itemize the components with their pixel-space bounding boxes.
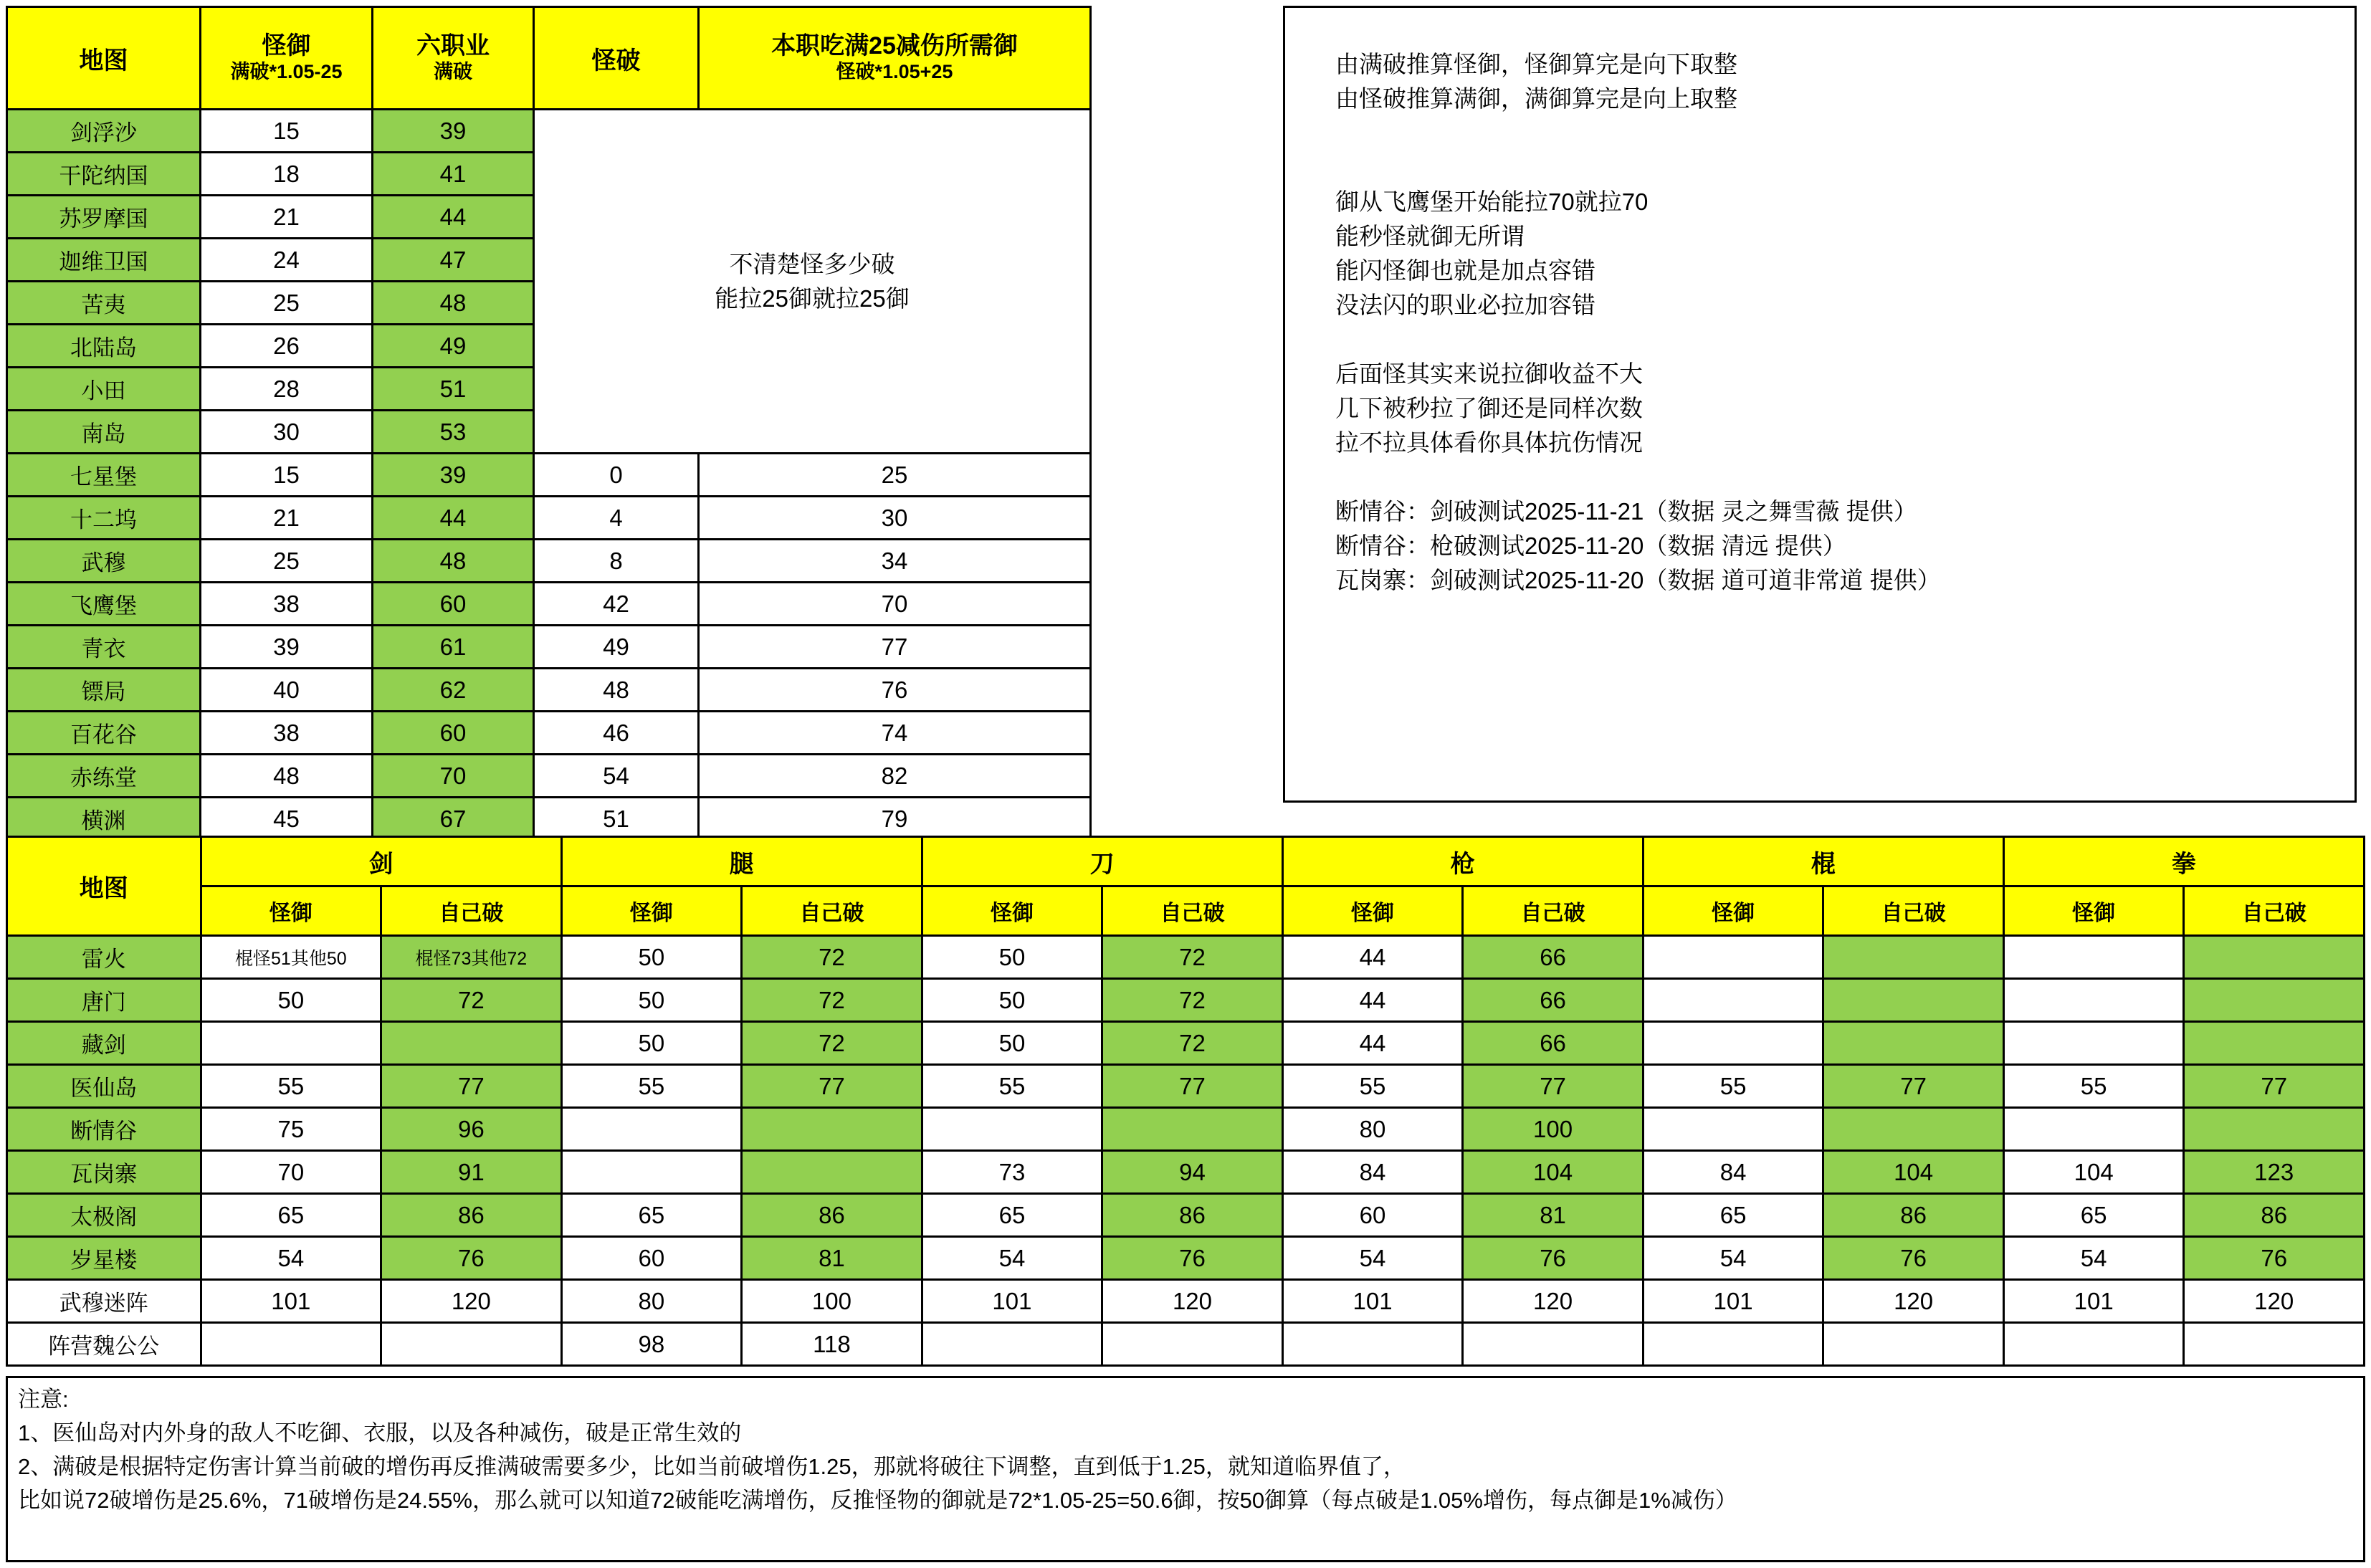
self-break-cell: 76 xyxy=(1463,1237,1644,1280)
map-defense-table xyxy=(6,6,1092,841)
monster-defense-cell xyxy=(561,1151,742,1194)
map-name-cell: 断情谷 xyxy=(7,1108,201,1151)
weapon-group-header-3: 刀 xyxy=(922,837,1282,886)
self-break-cell: 77 xyxy=(1102,1065,1283,1108)
map-name-cell: 雷火 xyxy=(7,936,201,979)
monster-defense-cell: 50 xyxy=(561,1022,742,1065)
map-name-cell: 七星堡 xyxy=(7,454,201,497)
note-spacer xyxy=(1335,465,2355,499)
full-break-cell: 44 xyxy=(373,497,534,540)
monster-defense-cell: 50 xyxy=(922,979,1102,1022)
note-line: 能秒怪就御无所谓 xyxy=(1335,223,1525,249)
full-break-cell: 41 xyxy=(373,153,534,196)
monster-defense-cell: 30 xyxy=(201,411,373,454)
monster-defense-cell: 84 xyxy=(1643,1151,1823,1194)
map-name-cell: 武穆 xyxy=(7,540,201,583)
note-line: 拉不拉具体看你具体抗伤情况 xyxy=(1335,429,1643,456)
monster-defense-cell: 50 xyxy=(922,1022,1102,1065)
monster-defense-cell: 50 xyxy=(561,979,742,1022)
self-break-cell: 76 xyxy=(1102,1237,1283,1280)
note-line: 断情谷：枪破测试2025-11-20（数据 清远 提供） xyxy=(1335,532,1846,559)
self-break-cell: 77 xyxy=(381,1065,562,1108)
monster-defense-cell: 15 xyxy=(201,110,373,153)
table-row xyxy=(7,1022,2365,1065)
weapon-group-header-6: 拳 xyxy=(2003,837,2364,886)
full-break-cell: 61 xyxy=(373,626,534,669)
weapon-defense-table xyxy=(6,836,2365,1367)
weapon-subheader-3-2: 自己破 xyxy=(1102,886,1283,936)
table-row xyxy=(7,1280,2365,1323)
self-break-cell: 76 xyxy=(1823,1237,2004,1280)
footer-note-line-1: 注意: xyxy=(18,1387,69,1412)
note-spacer xyxy=(1335,121,2355,156)
monster-defense-cell: 55 xyxy=(1282,1065,1463,1108)
table-row xyxy=(7,755,1091,798)
footer-note-line-4: 比如说72破增伤是25.6%，71破增伤是24.55%，那么就可以知道72破能吃满增伤，反推怪物的御就是72*1.05-25=50.6御，按50御算（每点破是1.05%增伤，每点御是1%减伤） xyxy=(18,1488,1737,1513)
full-break-cell: 51 xyxy=(373,368,534,411)
map-name-cell: 十二坞 xyxy=(7,497,201,540)
self-break-cell: 120 xyxy=(381,1280,562,1323)
map-name-cell: 瓦岗寨 xyxy=(7,1151,201,1194)
monster-defense-cell: 54 xyxy=(2003,1237,2184,1280)
monster-defense-cell: 25 xyxy=(201,282,373,325)
monster-defense-cell: 15 xyxy=(201,454,373,497)
self-break-cell: 91 xyxy=(381,1151,562,1194)
map-name-cell: 唐门 xyxy=(7,979,201,1022)
full-break-cell: 62 xyxy=(373,669,534,712)
monster-defense-cell: 73 xyxy=(922,1151,1102,1194)
self-break-cell: 66 xyxy=(1463,936,1644,979)
monster-defense-cell: 28 xyxy=(201,368,373,411)
table-row xyxy=(7,583,1091,626)
self-break-cell: 72 xyxy=(1102,936,1283,979)
header-six-class-full-break: 六职业 满破 xyxy=(373,7,534,110)
weapon-group-header-row xyxy=(7,837,2365,886)
full-break-cell: 60 xyxy=(373,583,534,626)
required-defense-cell: 76 xyxy=(699,669,1091,712)
self-break-cell xyxy=(1823,979,2004,1022)
weapon-subheader-2-2: 自己破 xyxy=(742,886,922,936)
weapon-subheader-5-1: 怪御 xyxy=(1643,886,1823,936)
self-break-cell xyxy=(381,1323,562,1366)
map-name-cell: 小田 xyxy=(7,368,201,411)
monster-defense-cell: 25 xyxy=(201,540,373,583)
monster-defense-cell: 21 xyxy=(201,196,373,239)
note-line: 御从飞鹰堡开始能拉70就拉70 xyxy=(1335,188,1649,215)
header-monster-break: 怪破 xyxy=(534,7,699,110)
table-row xyxy=(7,936,2365,979)
weapon-subheader-4-1: 怪御 xyxy=(1282,886,1463,936)
map-name-cell: 医仙岛 xyxy=(7,1065,201,1108)
self-break-cell xyxy=(1102,1323,1283,1366)
full-break-cell: 67 xyxy=(373,798,534,841)
self-break-cell xyxy=(381,1022,562,1065)
monster-defense-cell: 48 xyxy=(201,755,373,798)
weapon-defense-table-container xyxy=(6,836,2365,1367)
monster-defense-cell: 84 xyxy=(1282,1151,1463,1194)
table-row xyxy=(7,497,1091,540)
required-defense-cell: 70 xyxy=(699,583,1091,626)
footer-note-line-2: 1、医仙岛对内外身的敌人不吃御、衣服，以及各种减伤，破是正常生效的 xyxy=(18,1420,742,1445)
monster-break-cell: 48 xyxy=(534,669,699,712)
self-break-cell xyxy=(742,1151,922,1194)
monster-defense-cell xyxy=(2003,979,2184,1022)
map-name-cell: 北陆岛 xyxy=(7,325,201,368)
monster-defense-cell: 104 xyxy=(2003,1151,2184,1194)
monster-defense-cell: 44 xyxy=(1282,979,1463,1022)
self-break-cell: 77 xyxy=(742,1065,922,1108)
table-row xyxy=(7,712,1091,755)
monster-defense-cell: 26 xyxy=(201,325,373,368)
self-break-cell: 72 xyxy=(1102,1022,1283,1065)
weapon-subheader-5-2: 自己破 xyxy=(1823,886,2004,936)
monster-defense-cell: 55 xyxy=(922,1065,1102,1108)
full-break-cell: 39 xyxy=(373,110,534,153)
map-defense-table-container xyxy=(6,6,1089,841)
self-break-cell: 棍怪73其他72 xyxy=(381,936,562,979)
table-row xyxy=(7,979,2365,1022)
monster-defense-cell: 24 xyxy=(201,239,373,282)
unknown-break-note-line-1: 不清楚怪多少破 xyxy=(729,250,895,277)
table-row xyxy=(7,1065,2365,1108)
self-break-cell: 120 xyxy=(2184,1280,2365,1323)
map-name-cell: 藏剑 xyxy=(7,1022,201,1065)
monster-defense-cell: 54 xyxy=(1643,1237,1823,1280)
monster-defense-cell xyxy=(2003,1323,2184,1366)
table-row xyxy=(7,1237,2365,1280)
self-break-cell xyxy=(1823,1022,2004,1065)
self-break-cell xyxy=(2184,1108,2365,1151)
monster-break-cell: 0 xyxy=(534,454,699,497)
map-name-cell: 镖局 xyxy=(7,669,201,712)
self-break-cell: 86 xyxy=(742,1194,922,1237)
monster-defense-cell xyxy=(201,1323,381,1366)
table-row xyxy=(7,1194,2365,1237)
map-name-cell: 岁星楼 xyxy=(7,1237,201,1280)
full-break-cell: 47 xyxy=(373,239,534,282)
header-monster-defense: 怪御 满破*1.05-25 xyxy=(201,7,373,110)
map-name-cell: 阵营魏公公 xyxy=(7,1323,201,1366)
full-break-cell: 48 xyxy=(373,282,534,325)
monster-break-cell: 54 xyxy=(534,755,699,798)
monster-defense-cell xyxy=(922,1108,1102,1151)
monster-defense-cell: 54 xyxy=(1282,1237,1463,1280)
full-break-cell: 53 xyxy=(373,411,534,454)
self-break-cell: 120 xyxy=(1823,1280,2004,1323)
monster-defense-cell: 40 xyxy=(201,669,373,712)
monster-defense-cell: 101 xyxy=(922,1280,1102,1323)
monster-break-cell: 49 xyxy=(534,626,699,669)
weapon-defense-table-head xyxy=(7,837,2365,936)
self-break-cell: 77 xyxy=(1823,1065,2004,1108)
map-name-cell: 太极阁 xyxy=(7,1194,201,1237)
required-defense-cell: 74 xyxy=(699,712,1091,755)
unknown-break-note xyxy=(534,110,1091,454)
self-break-cell: 66 xyxy=(1463,979,1644,1022)
self-break-cell: 123 xyxy=(2184,1151,2365,1194)
monster-defense-cell: 65 xyxy=(922,1194,1102,1237)
monster-defense-cell xyxy=(201,1022,381,1065)
monster-defense-cell: 棍怪51其他50 xyxy=(201,936,381,979)
map-name-cell: 干陀纳国 xyxy=(7,153,201,196)
notes-panel xyxy=(1283,6,2357,803)
self-break-cell: 100 xyxy=(742,1280,922,1323)
self-break-cell: 77 xyxy=(2184,1065,2365,1108)
monster-defense-cell: 101 xyxy=(2003,1280,2184,1323)
table-row xyxy=(7,669,1091,712)
monster-defense-cell: 50 xyxy=(561,936,742,979)
monster-break-cell: 4 xyxy=(534,497,699,540)
monster-defense-cell: 55 xyxy=(561,1065,742,1108)
monster-defense-cell: 38 xyxy=(201,583,373,626)
self-break-cell xyxy=(1823,1108,2004,1151)
monster-defense-cell: 98 xyxy=(561,1323,742,1366)
monster-defense-cell xyxy=(1643,1108,1823,1151)
monster-defense-cell: 101 xyxy=(201,1280,381,1323)
header-map: 地图 xyxy=(7,837,201,936)
note-spacer xyxy=(1335,156,2355,190)
note-line: 由怪破推算满御，满御算完是向上取整 xyxy=(1335,85,1737,112)
self-break-cell: 104 xyxy=(1823,1151,2004,1194)
monster-defense-cell: 54 xyxy=(922,1237,1102,1280)
weapon-group-header-2: 腿 xyxy=(561,837,922,886)
self-break-cell: 86 xyxy=(1823,1194,2004,1237)
map-name-cell: 苦夷 xyxy=(7,282,201,325)
monster-defense-cell: 101 xyxy=(1282,1280,1463,1323)
monster-defense-cell xyxy=(2003,1108,2184,1151)
monster-break-cell: 42 xyxy=(534,583,699,626)
monster-defense-cell: 60 xyxy=(1282,1194,1463,1237)
self-break-cell: 86 xyxy=(1102,1194,1283,1237)
self-break-cell: 72 xyxy=(1102,979,1283,1022)
table-row xyxy=(7,454,1091,497)
monster-defense-cell: 65 xyxy=(2003,1194,2184,1237)
monster-defense-cell: 80 xyxy=(1282,1108,1463,1151)
map-defense-table-body xyxy=(7,110,1091,841)
monster-break-cell: 8 xyxy=(534,540,699,583)
monster-defense-cell xyxy=(1643,1022,1823,1065)
map-name-cell: 剑浮沙 xyxy=(7,110,201,153)
self-break-cell xyxy=(2184,936,2365,979)
self-break-cell: 77 xyxy=(1463,1065,1644,1108)
full-break-cell: 49 xyxy=(373,325,534,368)
weapon-subheader-3-1: 怪御 xyxy=(922,886,1102,936)
self-break-cell: 72 xyxy=(742,979,922,1022)
monster-defense-cell: 44 xyxy=(1282,1022,1463,1065)
self-break-cell: 86 xyxy=(381,1194,562,1237)
self-break-cell: 66 xyxy=(1463,1022,1644,1065)
monster-defense-cell: 50 xyxy=(201,979,381,1022)
monster-defense-cell: 54 xyxy=(201,1237,381,1280)
weapon-subheader-6-2: 自己破 xyxy=(2184,886,2365,936)
table-header-row xyxy=(7,7,1091,110)
weapon-group-header-1: 剑 xyxy=(201,837,561,886)
self-break-cell: 118 xyxy=(742,1323,922,1366)
weapon-subheader-2-1: 怪御 xyxy=(561,886,742,936)
map-name-cell: 飞鹰堡 xyxy=(7,583,201,626)
monster-defense-cell: 39 xyxy=(201,626,373,669)
weapon-group-header-4: 枪 xyxy=(1282,837,1643,886)
note-line: 瓦岗寨：剑破测试2025-11-20（数据 道可道非常道 提供） xyxy=(1335,567,1941,593)
map-name-cell: 青衣 xyxy=(7,626,201,669)
table-row xyxy=(7,110,1091,153)
map-name-cell: 赤练堂 xyxy=(7,755,201,798)
note-line: 能闪怪御也就是加点容错 xyxy=(1335,257,1595,284)
monster-defense-cell: 65 xyxy=(201,1194,381,1237)
self-break-cell xyxy=(2184,979,2365,1022)
table-row xyxy=(7,798,1091,841)
monster-defense-cell xyxy=(1643,979,1823,1022)
note-line: 几下被秒拉了御还是同样次数 xyxy=(1335,395,1643,421)
full-break-cell: 60 xyxy=(373,712,534,755)
monster-break-cell: 46 xyxy=(534,712,699,755)
monster-defense-cell: 65 xyxy=(1643,1194,1823,1237)
footer-note-line-3: 2、满破是根据特定伤害计算当前破的增伤再反推满破需要多少，比如当前破增伤1.25，那就将破往下调整，直到低于1.25，就知道临界值了， xyxy=(18,1454,1406,1479)
map-defense-table-head xyxy=(7,7,1091,110)
self-break-cell xyxy=(2184,1022,2365,1065)
weapon-subheader-6-1: 怪御 xyxy=(2003,886,2184,936)
self-break-cell xyxy=(742,1108,922,1151)
map-name-cell: 百花谷 xyxy=(7,712,201,755)
note-line: 由满破推算怪御，怪御算完是向下取整 xyxy=(1335,51,1737,77)
full-break-cell: 48 xyxy=(373,540,534,583)
self-break-cell: 104 xyxy=(1463,1151,1644,1194)
unknown-break-note-line-2: 能拉25御就拉25御 xyxy=(715,285,910,312)
required-defense-cell: 79 xyxy=(699,798,1091,841)
self-break-cell: 100 xyxy=(1463,1108,1644,1151)
note-line: 没法闪的职业必拉加容错 xyxy=(1335,292,1595,318)
map-name-cell: 南岛 xyxy=(7,411,201,454)
monster-break-cell: 51 xyxy=(534,798,699,841)
weapon-sub-header-row xyxy=(7,886,2365,936)
monster-defense-cell: 55 xyxy=(2003,1065,2184,1108)
required-defense-cell: 25 xyxy=(699,454,1091,497)
monster-defense-cell xyxy=(1643,1323,1823,1366)
table-row xyxy=(7,1108,2365,1151)
self-break-cell xyxy=(2184,1323,2365,1366)
map-name-cell: 苏罗摩国 xyxy=(7,196,201,239)
full-break-cell: 44 xyxy=(373,196,534,239)
note-line: 后面怪其实来说拉御收益不大 xyxy=(1335,360,1643,387)
monster-defense-cell: 38 xyxy=(201,712,373,755)
map-name-cell: 武穆迷阵 xyxy=(7,1280,201,1323)
map-name-cell: 迦维卫国 xyxy=(7,239,201,282)
monster-defense-cell: 60 xyxy=(561,1237,742,1280)
full-break-cell: 70 xyxy=(373,755,534,798)
monster-defense-cell: 21 xyxy=(201,497,373,540)
self-break-cell xyxy=(1102,1108,1283,1151)
weapon-defense-table-body xyxy=(7,936,2365,1366)
table-row xyxy=(7,1151,2365,1194)
note-spacer xyxy=(1335,328,2355,362)
full-break-cell: 39 xyxy=(373,454,534,497)
footer-notes-box xyxy=(6,1376,2365,1562)
self-break-cell: 76 xyxy=(381,1237,562,1280)
header-map: 地图 xyxy=(7,7,201,110)
monster-defense-cell: 55 xyxy=(1643,1065,1823,1108)
monster-defense-cell xyxy=(561,1108,742,1151)
self-break-cell: 72 xyxy=(742,1022,922,1065)
monster-defense-cell: 45 xyxy=(201,798,373,841)
monster-defense-cell xyxy=(2003,936,2184,979)
monster-defense-cell: 55 xyxy=(201,1065,381,1108)
self-break-cell: 81 xyxy=(1463,1194,1644,1237)
monster-defense-cell xyxy=(1643,936,1823,979)
self-break-cell: 72 xyxy=(381,979,562,1022)
weapon-group-header-5: 棍 xyxy=(1643,837,2003,886)
weapon-subheader-4-2: 自己破 xyxy=(1463,886,1644,936)
self-break-cell: 81 xyxy=(742,1237,922,1280)
self-break-cell: 72 xyxy=(742,936,922,979)
monster-defense-cell: 18 xyxy=(201,153,373,196)
monster-defense-cell: 80 xyxy=(561,1280,742,1323)
note-line: 断情谷：剑破测试2025-11-21（数据 灵之舞雪薇 提供） xyxy=(1335,498,1917,525)
monster-defense-cell: 65 xyxy=(561,1194,742,1237)
table-row xyxy=(7,626,1091,669)
table-row xyxy=(7,1323,2365,1366)
self-break-cell: 76 xyxy=(2184,1237,2365,1280)
required-defense-cell: 77 xyxy=(699,626,1091,669)
self-break-cell xyxy=(1823,936,2004,979)
table-row xyxy=(7,540,1091,583)
self-break-cell: 120 xyxy=(1102,1280,1283,1323)
self-break-cell: 86 xyxy=(2184,1194,2365,1237)
self-break-cell: 94 xyxy=(1102,1151,1283,1194)
self-break-cell xyxy=(1463,1323,1644,1366)
self-break-cell xyxy=(1823,1323,2004,1366)
monster-defense-cell: 44 xyxy=(1282,936,1463,979)
map-name-cell: 横渊 xyxy=(7,798,201,841)
self-break-cell: 96 xyxy=(381,1108,562,1151)
required-defense-cell: 34 xyxy=(699,540,1091,583)
monster-defense-cell: 70 xyxy=(201,1151,381,1194)
monster-defense-cell xyxy=(922,1323,1102,1366)
monster-defense-cell: 75 xyxy=(201,1108,381,1151)
monster-defense-cell xyxy=(2003,1022,2184,1065)
weapon-subheader-1-2: 自己破 xyxy=(381,886,562,936)
required-defense-cell: 82 xyxy=(699,755,1091,798)
required-defense-cell: 30 xyxy=(699,497,1091,540)
weapon-subheader-1-1: 怪御 xyxy=(201,886,381,936)
monster-defense-cell: 101 xyxy=(1643,1280,1823,1323)
self-break-cell: 120 xyxy=(1463,1280,1644,1323)
monster-defense-cell: 50 xyxy=(922,936,1102,979)
header-required-defense: 本职吃满25减伤所需御 怪破*1.05+25 xyxy=(699,7,1091,110)
monster-defense-cell xyxy=(1282,1323,1463,1366)
